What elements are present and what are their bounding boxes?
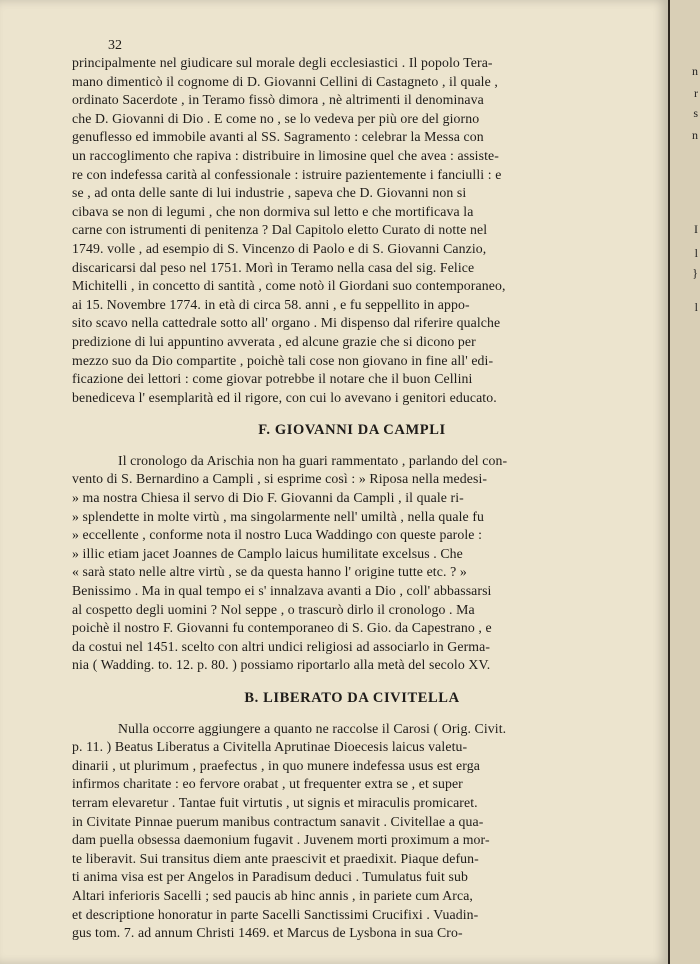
- facing-page-fragment: n: [692, 64, 698, 78]
- text-line: sito scavo nella cattedrale sotto all' organo . Mi dispenso dal riferire qualche: [72, 315, 501, 331]
- text-line: genuflesso ed immobile avanti al SS. Sagramento : celebrar la Messa con: [72, 129, 484, 145]
- text-line: dam puella obsessa daemonium fugavit . Juvenem morti proximum a mor-: [72, 832, 490, 848]
- text-line: vento di S. Bernardino a Campli , si esprime così : » Riposa nella medesi-: [72, 471, 488, 487]
- paragraph-giovanni-da-campli: [72, 452, 632, 675]
- facing-page-fragment: s: [693, 106, 698, 120]
- text-line: Benissimo . Ma in qual tempo ei s' innalzava avanti a Dio , coll' abbassarsi: [72, 583, 492, 599]
- text-line: che D. Giovanni di Dio . E come no , se lo vedeva per più ore del giorno: [72, 110, 480, 126]
- text-line: se , ad onta delle sante di lui industrie , sapeva che D. Giovanni non si: [72, 185, 467, 201]
- paragraph-liberato-da-civitella: [72, 720, 632, 943]
- text-line: mano dimenticò il cognome di D. Giovanni Cellini di Castagneto , il quale ,: [72, 73, 498, 89]
- text-line: Altari inferioris Sacelli ; sed paucis ab hinc annis , in pariete cum Arca,: [72, 887, 473, 903]
- page-number: 32: [108, 38, 122, 53]
- heading-liberato-da-civitella: B. LIBERATO DA CIVITELLA: [244, 690, 460, 706]
- facing-page-fragment: }: [692, 266, 698, 280]
- facing-page-fragment: I: [694, 222, 698, 236]
- facing-page-fragment: r: [694, 86, 698, 100]
- text-line: ti anima visa est per Angelos in Paradisum deduci . Tumulatus fuit sub: [72, 869, 468, 885]
- text-line: in Civitate Pinnae puerum manibus contractum sanavit . Civitellae a qua-: [72, 813, 484, 829]
- text-line: principalmente nel giudicare sul morale degli ecclesiastici . Il popolo Tera-: [72, 55, 493, 70]
- text-line: Il cronologo da Arischia non ha guari rammentato , parlando del con-: [118, 452, 508, 468]
- text-line: Michitelli , in concetto di santità , come notò il Giordani suo contemporaneo,: [72, 278, 506, 294]
- text-line: benediceva l' esemplarità ed il rigore, con cui lo avevano i genitori educato.: [72, 389, 497, 405]
- text-line: nia ( Wadding. to. 12. p. 80. ) possiamo riportarlo alla metà del secolo XV.: [72, 657, 491, 673]
- text-line: gus tom. 7. ad annum Christi 1469. et Marcus de Lysbona in sua Cro-: [72, 925, 463, 941]
- text-line: ordinato Sacerdote , in Teramo fissò dimora , nè altrimenti il denominava: [72, 92, 484, 108]
- facing-page-edge: [668, 0, 700, 964]
- page-text: [72, 36, 632, 943]
- text-line: predizione di lui appuntino avverata , ed alcune grazie che si dicono per: [72, 333, 476, 349]
- text-line: cibava se non di legumi , che non dormiva sul letto e che mortificava la: [72, 203, 474, 219]
- text-line: 1749. volle , ad esempio di S. Vincenzo di Paolo e di S. Giovanni Canzio,: [72, 240, 487, 256]
- text-line: « sarà stato nelle altre virtù , se da questa hanno l' origine tutte etc. ? »: [72, 564, 467, 580]
- text-line: terram elevaretur . Tantae fuit virtutis , ut signis et miraculis promicaret.: [72, 794, 478, 810]
- text-line: » splendette in molte virtù , ma singolarmente nell' umiltà , nella quale fu: [72, 508, 485, 524]
- text-line: poichè il nostro F. Giovanni fu contemporaneo di S. Gio. da Capestrano , e: [72, 620, 492, 636]
- heading-giovanni-da-campli: F. GIOVANNI DA CAMPLI: [258, 422, 446, 439]
- text-line: carne con istrumenti di penitenza ? Dal Capitolo eletto Curato di notte nel: [72, 222, 488, 238]
- text-line: Nulla occorre aggiungere a quanto ne raccolse il Carosi ( Orig. Civit.: [118, 720, 507, 736]
- facing-page-fragment: l: [694, 246, 698, 260]
- text-line: un raccoglimento che rapiva : distribuire in limosine quel che avea : assiste-: [72, 147, 499, 163]
- text-line: ficazione dei lettori : come giovar potrebbe il notare che il buon Cellini: [72, 371, 473, 387]
- text-line: te liberavit. Sui transitus diem ante praescivit et praedixit. Piaque defun-: [72, 850, 479, 866]
- text-line: discaricarsi dal peso nel 1751. Morì in Teramo nella casa del sig. Felice: [72, 259, 475, 275]
- text-line: da costui nel 1451. scelto con altri undici religiosi ad associarlo in Germa-: [72, 638, 491, 654]
- text-line: dinarii , ut plurimum , praefectus , in quo munere indefessa usus est erga: [72, 757, 480, 773]
- text-line: » ma nostra Chiesa il servo di Dio F. Giovanni da Campli , il quale ri-: [72, 490, 464, 506]
- paragraph-cellini: [72, 54, 632, 407]
- text-line: al cospetto degli uomini ? Nol seppe , o trascurò dirlo il cronologo . Ma: [72, 601, 475, 617]
- text-line: infirmos charitate : eo fervore orabat , ut frequenter extra se , et super: [72, 776, 463, 792]
- text-line: p. 11. ) Beatus Liberatus a Civitella Aprutinae Dioecesis laicus valetu-: [72, 739, 468, 755]
- text-line: re con indefessa carità al confessionale : istruire pazientemente i fanciulli : e: [72, 166, 502, 182]
- text-line: ai 15. Novembre 1774. in età di circa 58. anni , e fu seppellito in appo-: [72, 296, 470, 312]
- facing-page-fragment: n: [692, 128, 698, 142]
- facing-page-fragment: l: [694, 300, 698, 314]
- text-line: mezzo suo da Dio compartite , poichè tali cose non giovano in fine all' edi-: [72, 352, 494, 368]
- text-line: » eccellente , conforme nota il nostro Luca Waddingo con queste parole :: [72, 527, 483, 543]
- text-line: » illic etiam jacet Joannes de Camplo laicus humilitate excelsus . Che: [72, 545, 463, 561]
- text-line: et descriptione honoratur in parte Sacelli Sanctissimi Crucifixi . Vuadin-: [72, 906, 479, 922]
